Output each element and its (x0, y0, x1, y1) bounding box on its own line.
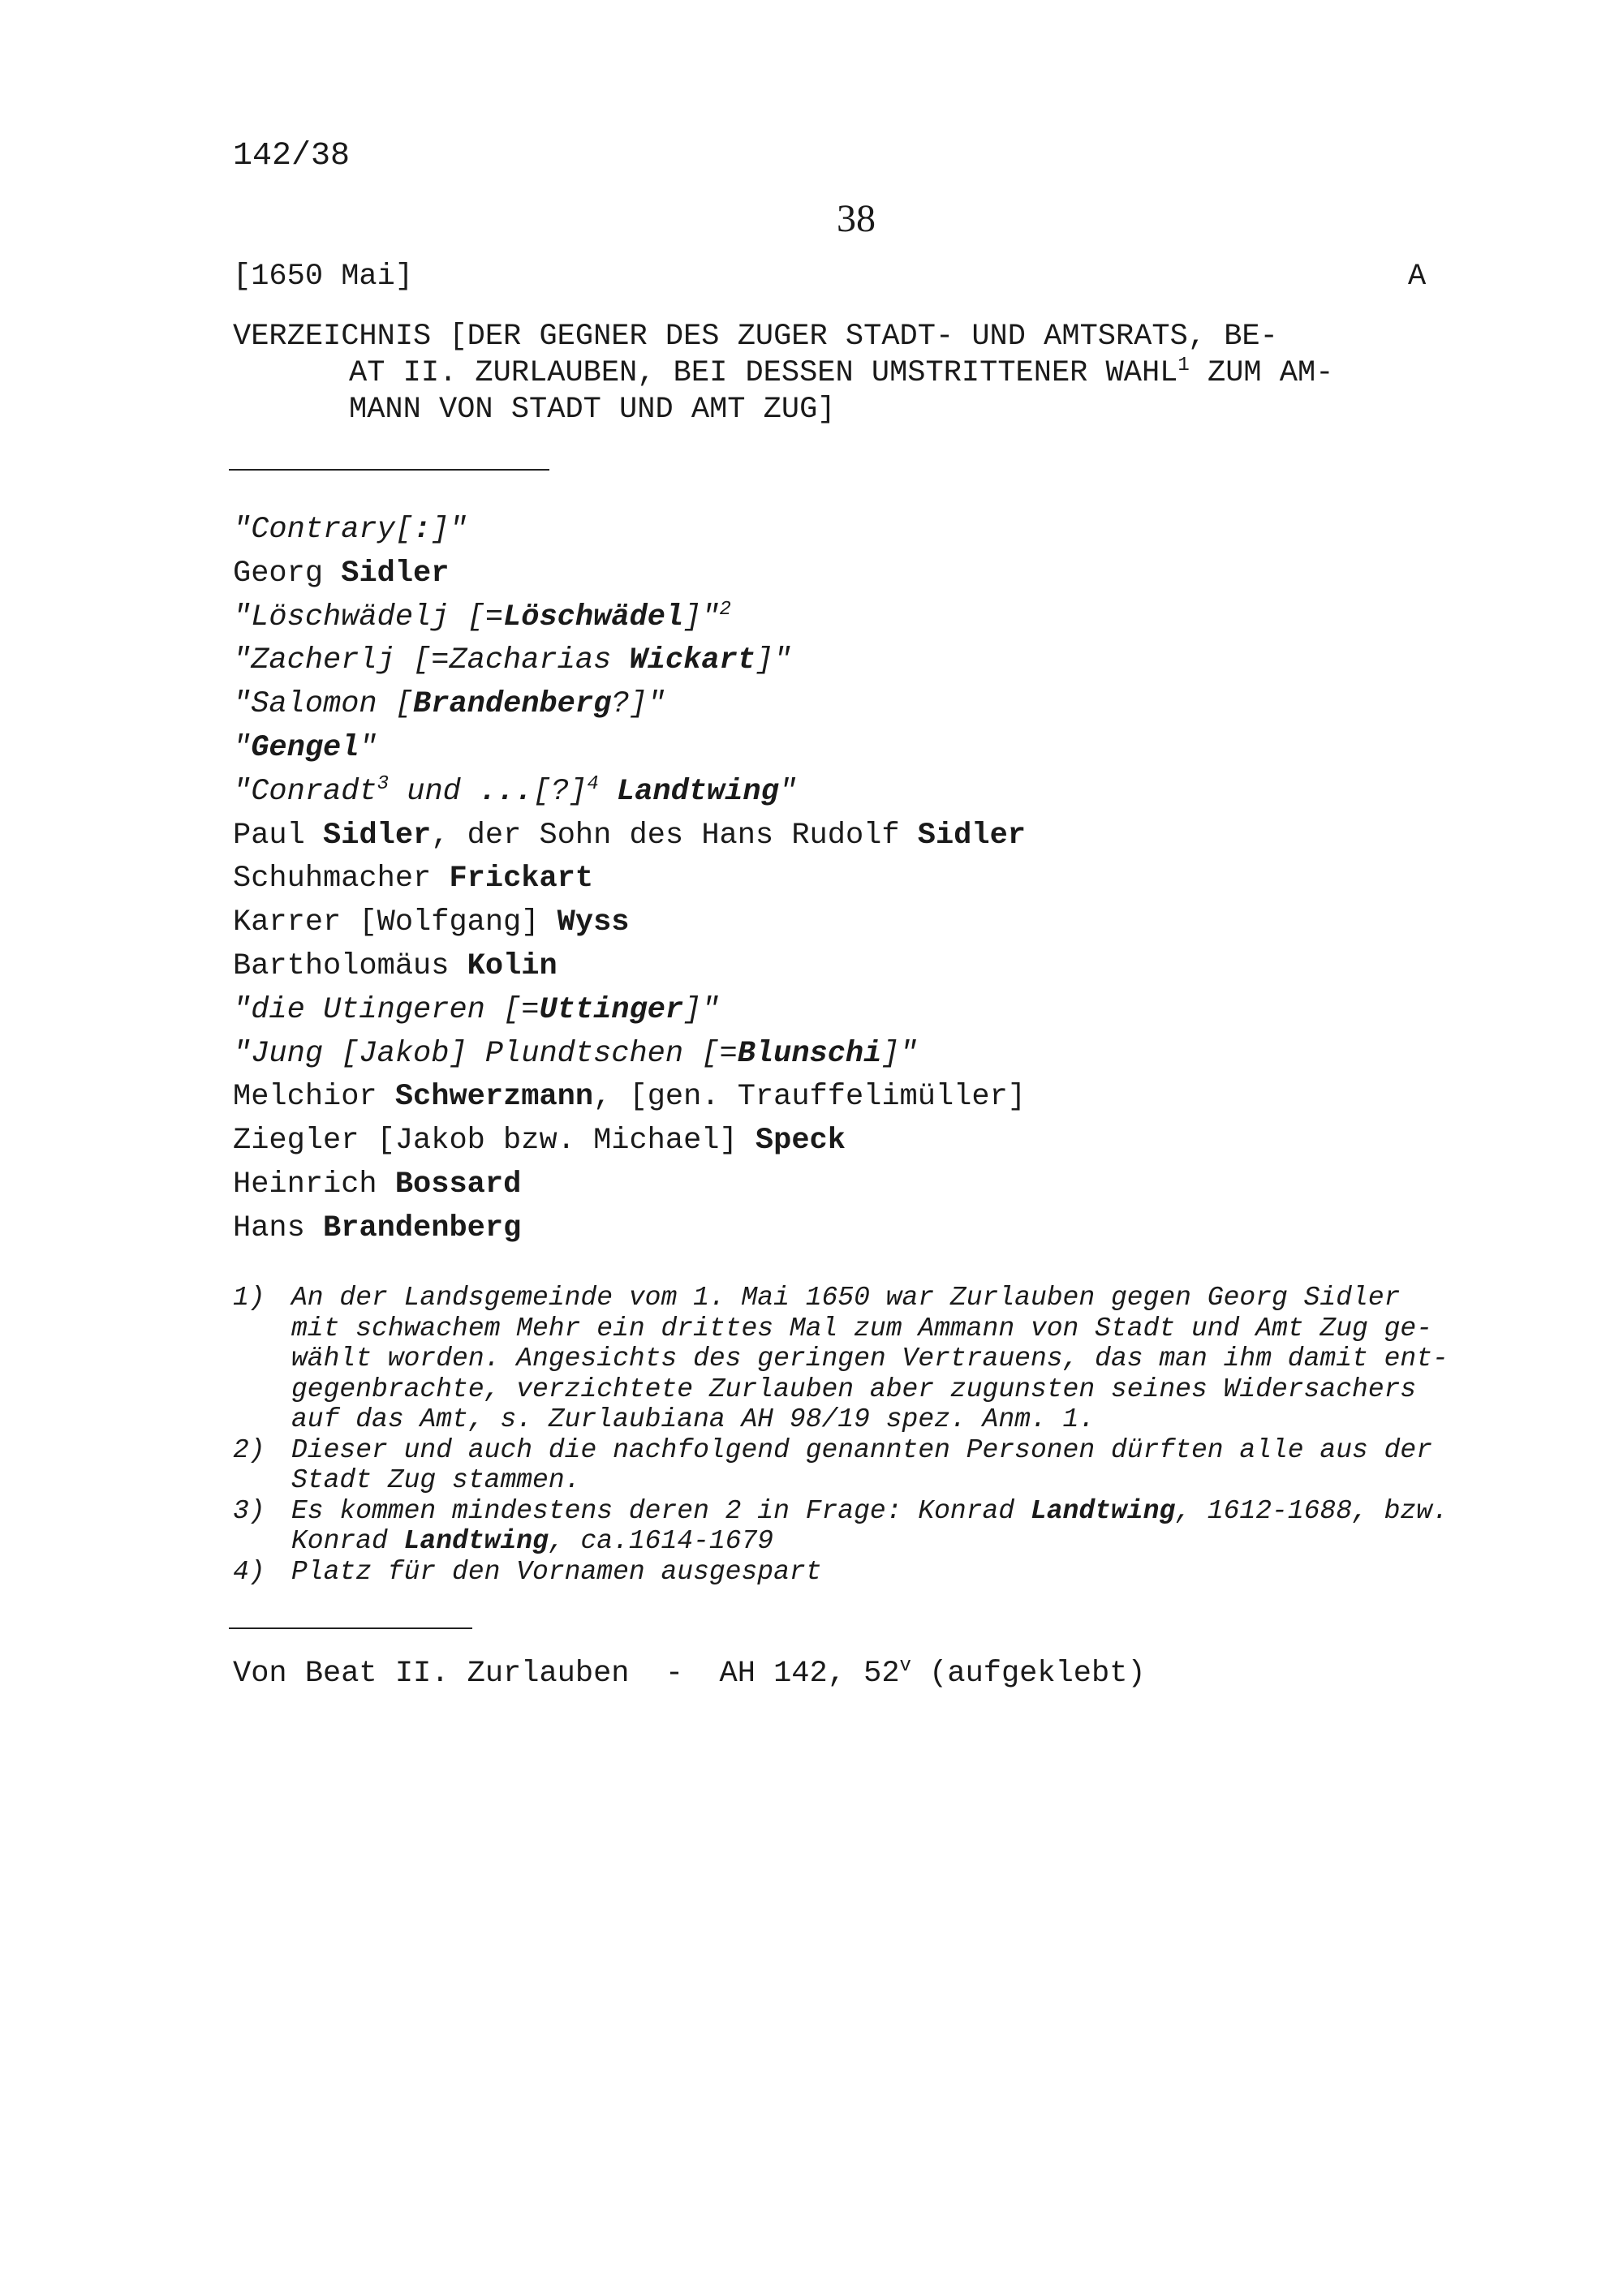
text-run: " (359, 730, 377, 765)
footnote-ref: 2 (719, 598, 731, 621)
footnote-ref: 3 (377, 772, 390, 795)
footnote-ref: 1 (1177, 355, 1190, 376)
footnote-line (291, 1314, 1491, 1344)
footnote (233, 1283, 1491, 1435)
text-run: Konrad (291, 1526, 404, 1556)
source-note (233, 1657, 1146, 1691)
footnotes (233, 1283, 1491, 1587)
footnote-line (291, 1374, 1491, 1405)
text-run: Platz für den Vornamen ausgespart (291, 1556, 822, 1587)
footnote-line (291, 1344, 1491, 1374)
footnote-text (291, 1283, 1491, 1435)
list-item (233, 901, 1026, 945)
footnote-number: 1) (233, 1283, 265, 1313)
footnote-number: 3) (233, 1495, 265, 1526)
list-item (233, 509, 1026, 553)
title-line: VERZEICHNIS [DER GEGNER DES ZUGER STADT- UND AMTSRATS, BE- (233, 320, 1278, 354)
list-item (233, 858, 1026, 901)
text-run: Paul (233, 818, 324, 853)
text-run: Karrer [Wolfgang] (233, 905, 558, 940)
source-text: Von Beat II. Zurlauben - AH 142, 52 (233, 1657, 900, 1691)
list-item (233, 639, 1026, 683)
list-item (233, 1120, 1026, 1163)
text-run: Landtwing (403, 1526, 549, 1556)
footnote-line (291, 1435, 1491, 1466)
text-run: und (389, 774, 480, 809)
list-item (233, 989, 1026, 1033)
text-run: Gengel (251, 730, 359, 765)
document-title (233, 319, 1450, 428)
list-item (233, 683, 1026, 727)
text-run: ]" (683, 600, 720, 634)
footnote-line (291, 1283, 1491, 1314)
list-item (233, 815, 1026, 858)
footnote (233, 1435, 1491, 1496)
text-run: Landtwing (616, 774, 779, 809)
list-item (233, 1207, 1026, 1251)
title-line: MANN VON STADT UND AMT ZUG] (349, 393, 836, 427)
text-run: Speck (755, 1124, 846, 1159)
list-item (233, 1076, 1026, 1120)
text-run: Georg (233, 556, 342, 591)
text-run: ]" (755, 643, 792, 678)
document-reference: 142/38 (233, 138, 351, 174)
text-run: Wyss (557, 905, 630, 940)
text-run: "Salomon [ (233, 687, 414, 722)
text-run: Es kommen mindestens deren 2 in Frage: Konrad (291, 1495, 1031, 1526)
text-run: ]" (881, 1036, 918, 1071)
text-run: ... (479, 774, 533, 809)
title-text: ZUM AM- (1189, 356, 1334, 390)
text-run: Dieser und auch die nachfolgend genannten Personen dürften alle aus der (291, 1434, 1433, 1465)
text-run: Heinrich (233, 1167, 395, 1202)
text-run: wählt worden. Angesichts des geringen Vertrauens, das man ihm damit ent- (291, 1344, 1449, 1374)
text-run: , 1612-1688, bzw. (1175, 1495, 1449, 1526)
text-run: Schuhmacher (233, 862, 450, 896)
text-run: Stadt Zug stammen. (291, 1465, 581, 1495)
text-run: Wickart (629, 643, 756, 678)
text-run: "Jung [Jakob] Plundtschen [= (233, 1036, 738, 1071)
footnote-text (291, 1557, 1491, 1588)
text-run: ]" (431, 513, 467, 547)
text-run: "Löschwädelj [= (233, 600, 504, 634)
footnote-number: 4) (233, 1556, 265, 1587)
list-item (233, 596, 1026, 640)
list-item (233, 1163, 1026, 1207)
text-run: ]" (683, 992, 720, 1027)
text-run: Sidler (323, 818, 432, 853)
text-run: " (233, 730, 252, 765)
text-run: "die Utingeren [= (233, 992, 540, 1027)
entry-list (233, 509, 1026, 1251)
footnote-line (291, 1557, 1491, 1588)
text-run: Ziegler [Jakob bzw. Michael] (233, 1124, 756, 1159)
footnote-line (291, 1404, 1491, 1435)
document-number: 38 (837, 197, 876, 240)
text-run: auf das Amt, s. Zurlaubiana AH 98/19 spez. Anm. 1. (291, 1404, 1096, 1434)
footnote (233, 1557, 1491, 1588)
text-run: An der Landsgemeinde vom 1. Mai 1650 war Zurlauben gegen Georg Sidler (291, 1283, 1401, 1313)
text-run: "Zacherlj [=Zacharias (233, 643, 630, 678)
text-run: Kolin (467, 948, 558, 983)
list-item (233, 727, 1026, 771)
source-tail: (aufgeklebt) (911, 1657, 1146, 1691)
text-run: Sidler (917, 818, 1026, 853)
title-line (233, 355, 1450, 392)
text-run: Landtwing (1030, 1495, 1176, 1526)
text-run: Brandenberg (323, 1210, 522, 1245)
text-run: Hans (233, 1210, 324, 1245)
text-run: mit schwachem Mehr ein drittes Mal zum Ammann von Stadt und Amt Zug ge- (291, 1313, 1433, 1344)
list-item (233, 771, 1026, 815)
list-item (233, 945, 1026, 989)
text-run: Bartholomäus (233, 948, 467, 983)
text-run (599, 775, 617, 809)
text-run: : (413, 513, 432, 547)
footnote-number: 2) (233, 1434, 265, 1465)
document-marker: A (1408, 260, 1427, 294)
text-run: Löschwädel (503, 600, 684, 634)
source-folio-sup: v (899, 1655, 911, 1677)
text-run: " (778, 774, 798, 809)
footnote-divider (229, 1627, 472, 1629)
text-run: Schwerzmann (394, 1080, 594, 1115)
footnote-line (291, 1496, 1491, 1527)
footnote-line (291, 1465, 1491, 1496)
text-run: Frickart (449, 862, 594, 896)
text-run: "Conradt (233, 774, 377, 809)
footnote-text (291, 1435, 1491, 1496)
title-text: AT II. ZURLAUBEN, BEI DESSEN UMSTRITTENER WAHL (349, 356, 1178, 390)
list-item (233, 553, 1026, 596)
text-run: , ca.1614-1679 (548, 1526, 774, 1556)
footnote (233, 1496, 1491, 1557)
text-run: ?]" (611, 687, 665, 722)
text-run: Blunschi (737, 1036, 882, 1071)
text-run: [?] (532, 774, 588, 809)
text-run: Melchior (233, 1080, 395, 1115)
text-run: Sidler (341, 556, 450, 591)
list-item (233, 1033, 1026, 1077)
text-run: Brandenberg (413, 687, 612, 722)
text-run: "Contrary[ (233, 513, 414, 547)
text-run: Uttinger (539, 992, 684, 1027)
text-run: gegenbrachte, verzichtete Zurlauben aber zugunsten seines Widersachers (291, 1374, 1417, 1404)
text-run: , [gen. Trauffelimüller] (593, 1080, 1026, 1115)
title-divider (229, 469, 549, 471)
text-run: , der Sohn des Hans Rudolf (431, 818, 918, 853)
document-date: [1650 Mai] (233, 260, 414, 294)
footnote-ref: 4 (587, 772, 599, 795)
text-run: Bossard (394, 1167, 522, 1202)
footnote-text (291, 1496, 1491, 1557)
footnote-line (291, 1526, 1491, 1557)
